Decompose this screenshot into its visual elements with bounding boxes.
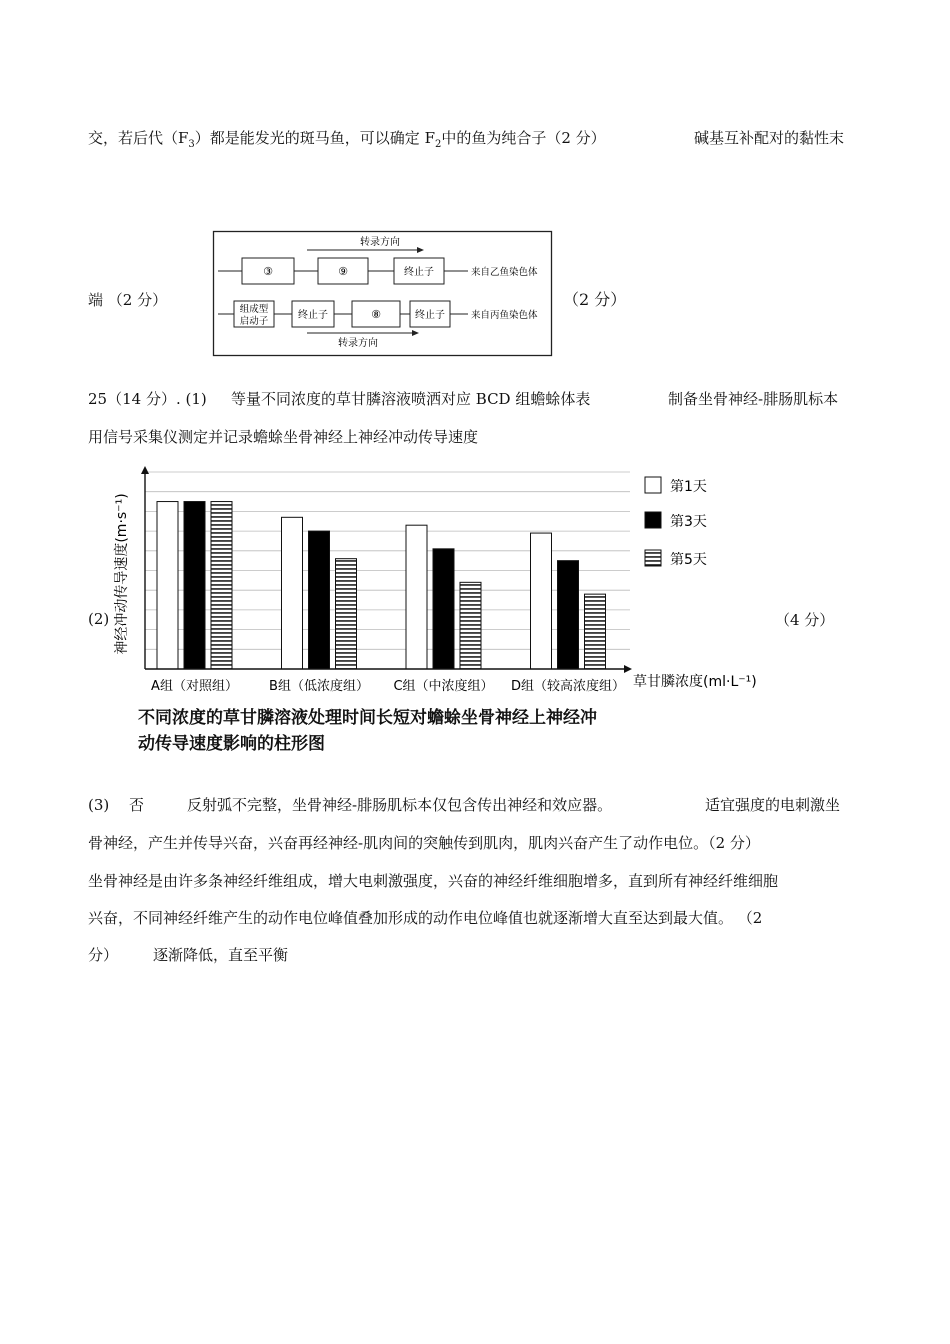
x-tick-label: B组（低浓度组） xyxy=(269,679,369,694)
q25-part3-label: (3) xyxy=(88,796,110,814)
bar-1-series-1 xyxy=(157,502,178,669)
bar-3-series-1 xyxy=(406,525,427,669)
bar-2-series-1 xyxy=(282,517,303,669)
top-direction-label: 转录方向 xyxy=(360,237,400,248)
bar-2-series-3 xyxy=(336,559,357,669)
bar-4-series-2 xyxy=(558,561,579,669)
q25-part3-stim-cont: 骨神经，产生并传导兴奋，兴奋再经神经-肌肉间的突触传到肌肉，肌肉兴奋产生了动作电位。（2 分） xyxy=(88,834,760,852)
q25-part3-score: 分） xyxy=(88,946,119,964)
bottom-direction-label: 转录方向 xyxy=(338,338,378,349)
box-3: ③ xyxy=(263,265,273,278)
answer-sticky-end: 碱基互补配对的黏性末 xyxy=(694,129,845,147)
chart-caption-line2: 动传导速度影响的柱形图 xyxy=(138,734,325,754)
from-bing-fish-label: 来自丙鱼染色体 xyxy=(471,310,538,321)
constitutive-label: 组成型 xyxy=(239,304,269,315)
legend-swatch-1 xyxy=(645,477,661,493)
q25-part2-label: (2) xyxy=(88,610,110,628)
box-9: ⑨ xyxy=(338,265,348,278)
legend-swatch-3 xyxy=(645,550,661,566)
q25-part3-decrease: 逐渐降低，直至平衡 xyxy=(153,946,289,964)
diagram-score: （2 分） xyxy=(563,290,627,309)
bar-2-series-2 xyxy=(309,531,330,669)
q25-part1-measure: 用信号采集仪测定并记录蟾蜍坐骨神经上神经冲动传导速度 xyxy=(88,428,479,446)
bar-4-series-1 xyxy=(531,533,552,669)
legend-label-2: 第3天 xyxy=(670,514,707,530)
x-axis-arrow xyxy=(624,665,632,673)
nerve-conduction-bar-chart xyxy=(108,462,768,702)
q25-part1-prepare: 制备坐骨神经-腓肠肌标本 xyxy=(668,390,839,408)
bar-1-series-3 xyxy=(211,502,232,669)
legend-label-3: 第5天 xyxy=(670,552,707,568)
q25-part1-spray: 等量不同浓度的草甘膦溶液喷洒对应 BCD 组蟾蜍体表 xyxy=(231,390,591,408)
q25-part3-sciatic: 坐骨神经是由许多条神经纤维组成，增大电刺激强度，兴奋的神经纤维细胞增多，直到所有神经纤维细胞 xyxy=(88,872,779,890)
bar-4-series-3 xyxy=(585,594,606,669)
from-yi-fish-label: 来自乙鱼染色体 xyxy=(471,267,538,278)
q25-part3-peak: 兴奋，不同神经纤维产生的动作电位峰值叠加形成的动作电位峰值也就逐渐增大直至达到最大值。 （2 xyxy=(88,909,763,927)
q25-part3-reason: 反射弧不完整，坐骨神经-腓肠肌标本仅包含传出神经和效应器。 xyxy=(187,796,613,814)
x-tick-label: A组（对照组） xyxy=(151,679,238,694)
terminator-bottom-1: 终止子 xyxy=(298,310,328,321)
bar-3-series-3 xyxy=(460,582,481,669)
gene-diagram xyxy=(212,230,554,358)
y-axis-label: 神经冲动传导速度(m·s⁻¹) xyxy=(114,493,130,655)
x-tick-label: C组（中浓度组） xyxy=(393,679,494,694)
answer-line-end-score: 端 （2 分） xyxy=(88,291,168,309)
q25-part1-header: 25（14 分）. (1) xyxy=(88,390,207,408)
chart-caption-line1: 不同浓度的草甘膦溶液处理时间长短对蟾蜍坐骨神经上神经冲 xyxy=(138,708,597,728)
x-tick-label: D组（较高浓度组） xyxy=(510,679,626,694)
q25-part3-stim-start: 适宜强度的电刺激坐 xyxy=(705,796,841,814)
q25-part2-score: （4 分） xyxy=(775,611,835,629)
y-axis-arrow xyxy=(141,466,149,474)
x-axis-label: 草甘膦浓度(ml·L⁻¹) xyxy=(633,674,757,690)
bar-1-series-2 xyxy=(184,502,205,669)
answer-line-f3: 交，若后代$(F_3)$都是能发光的斑马鱼，可以确定 $F_2$中的鱼为纯合子（2 分） xyxy=(88,129,606,150)
promoter-label: 启动子 xyxy=(239,316,269,327)
legend-swatch-2 xyxy=(645,512,661,528)
terminator-bottom-2: 终止子 xyxy=(415,310,445,321)
bar-3-series-2 xyxy=(433,549,454,669)
q25-part3-answer-no: 否 xyxy=(129,796,145,814)
terminator-top: 终止子 xyxy=(404,267,434,278)
legend-label-1: 第1天 xyxy=(670,479,707,495)
box-8: ⑧ xyxy=(371,308,381,321)
